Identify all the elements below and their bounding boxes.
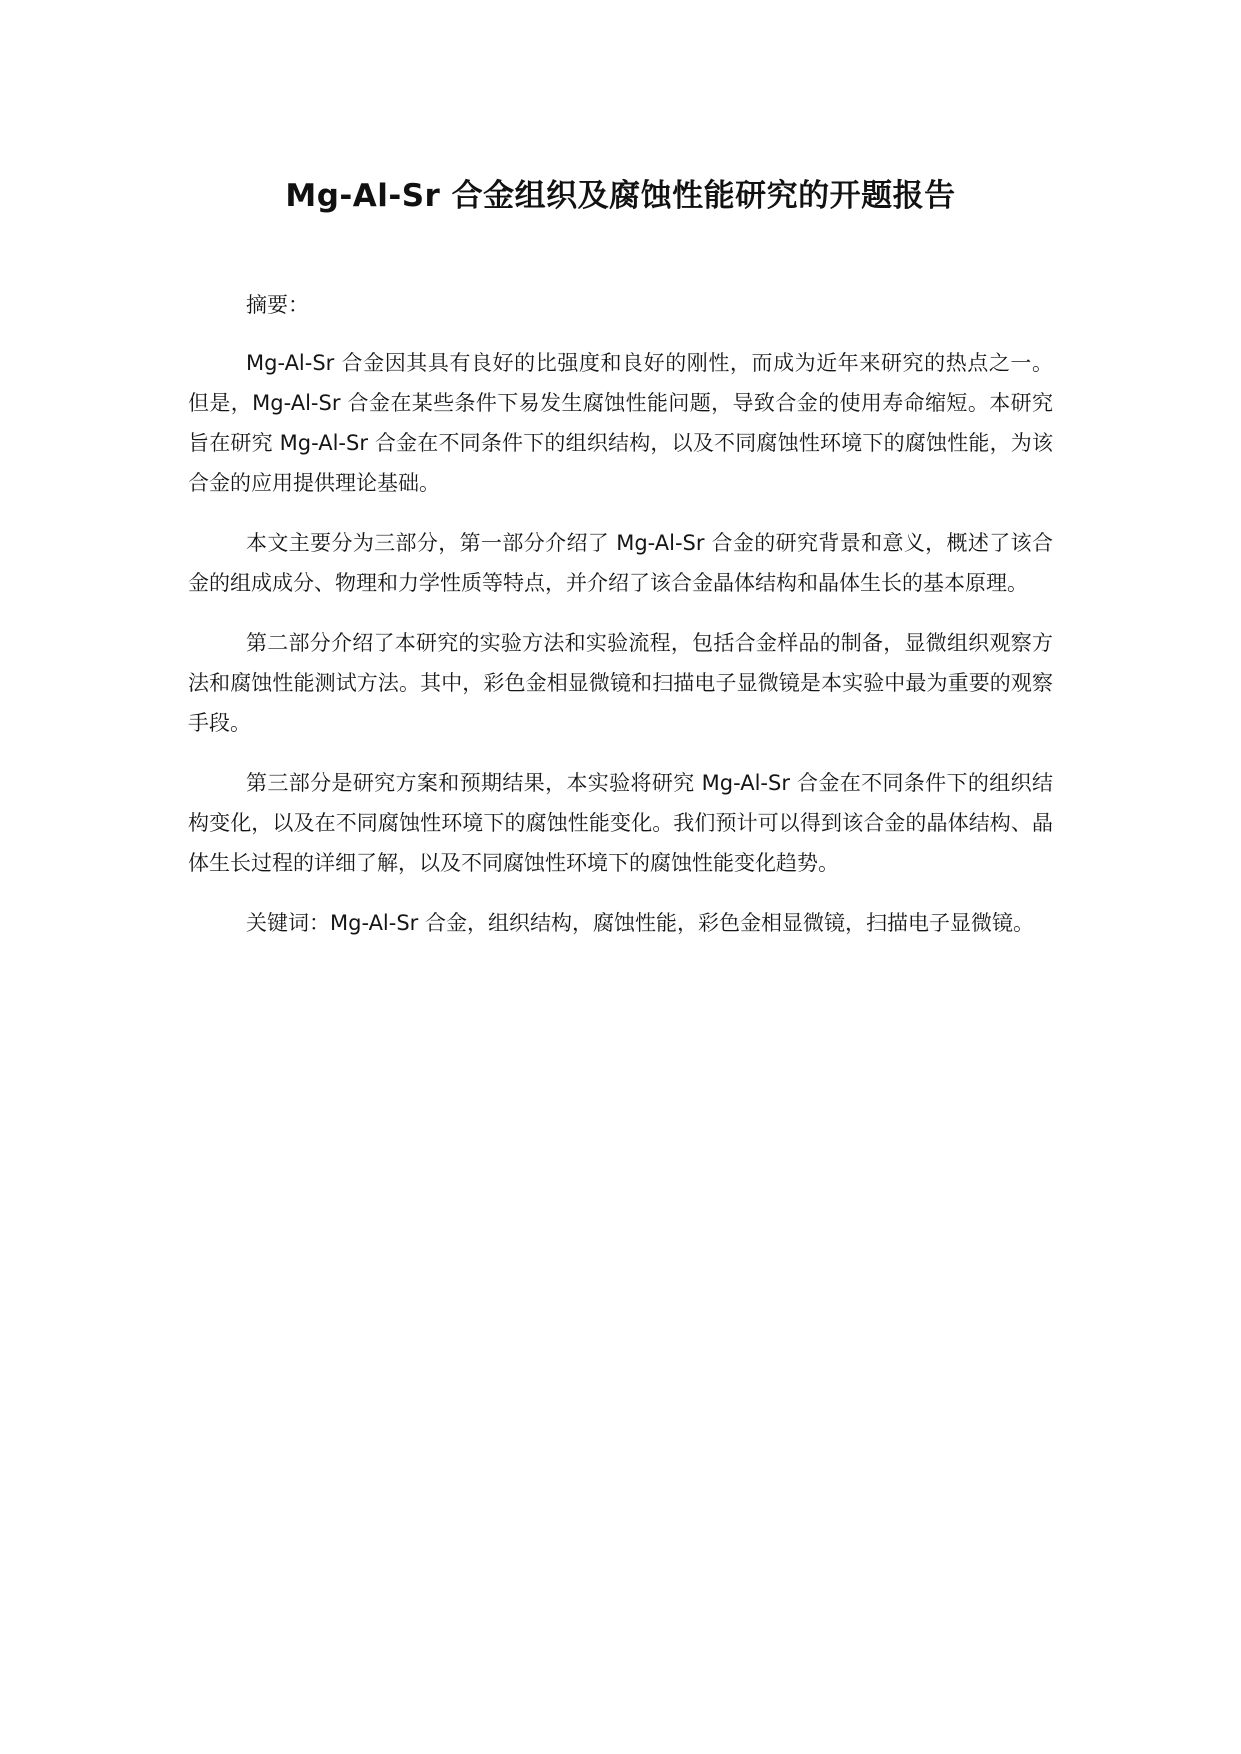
document-body — [188, 285, 1053, 963]
abstract-paragraph-3: 第二部分介绍了本研究的实验方法和实验流程，包括合金样品的制备，显微组织观察方法和腐蚀性能测试方法。其中，彩色金相显微镜和扫描电子显微镜是本实验中最为重要的观察手段。 — [188, 631, 1053, 735]
abstract-paragraph-1: Mg-Al-Sr 合金因其具有良好的比强度和良好的刚性，而成为近年来研究的热点之一。但是，Mg-Al-Sr 合金在某些条件下易发生腐蚀性能问题，导致合金的使用寿命缩短。本研究旨在研究 Mg-Al-Sr 合金在不同条件下的组织结构，以及不同腐蚀性环境下的腐蚀性能，为该合金的应用提供理论基础。 — [188, 351, 1053, 495]
document-title: Mg-Al-Sr 合金组织及腐蚀性能研究的开题报告 — [285, 178, 956, 214]
abstract-paragraph-2: 本文主要分为三部分，第一部分介绍了 Mg-Al-Sr 合金的研究背景和意义，概述了该合金的组成成分、物理和力学性质等特点，并介绍了该合金晶体结构和晶体生长的基本原理。 — [188, 531, 1053, 595]
abstract-paragraph-4: 第三部分是研究方案和预期结果，本实验将研究 Mg-Al-Sr 合金在不同条件下的组织结构变化，以及在不同腐蚀性环境下的腐蚀性能变化。我们预计可以得到该合金的晶体结构、晶体生长过程的详细了解，以及不同腐蚀性环境下的腐蚀性能变化趋势。 — [188, 771, 1053, 875]
abstract-label: 摘要： — [246, 293, 309, 317]
keywords-paragraph: 关键词：Mg-Al-Sr 合金，组织结构，腐蚀性能，彩色金相显微镜，扫描电子显微镜。 — [246, 911, 1034, 935]
